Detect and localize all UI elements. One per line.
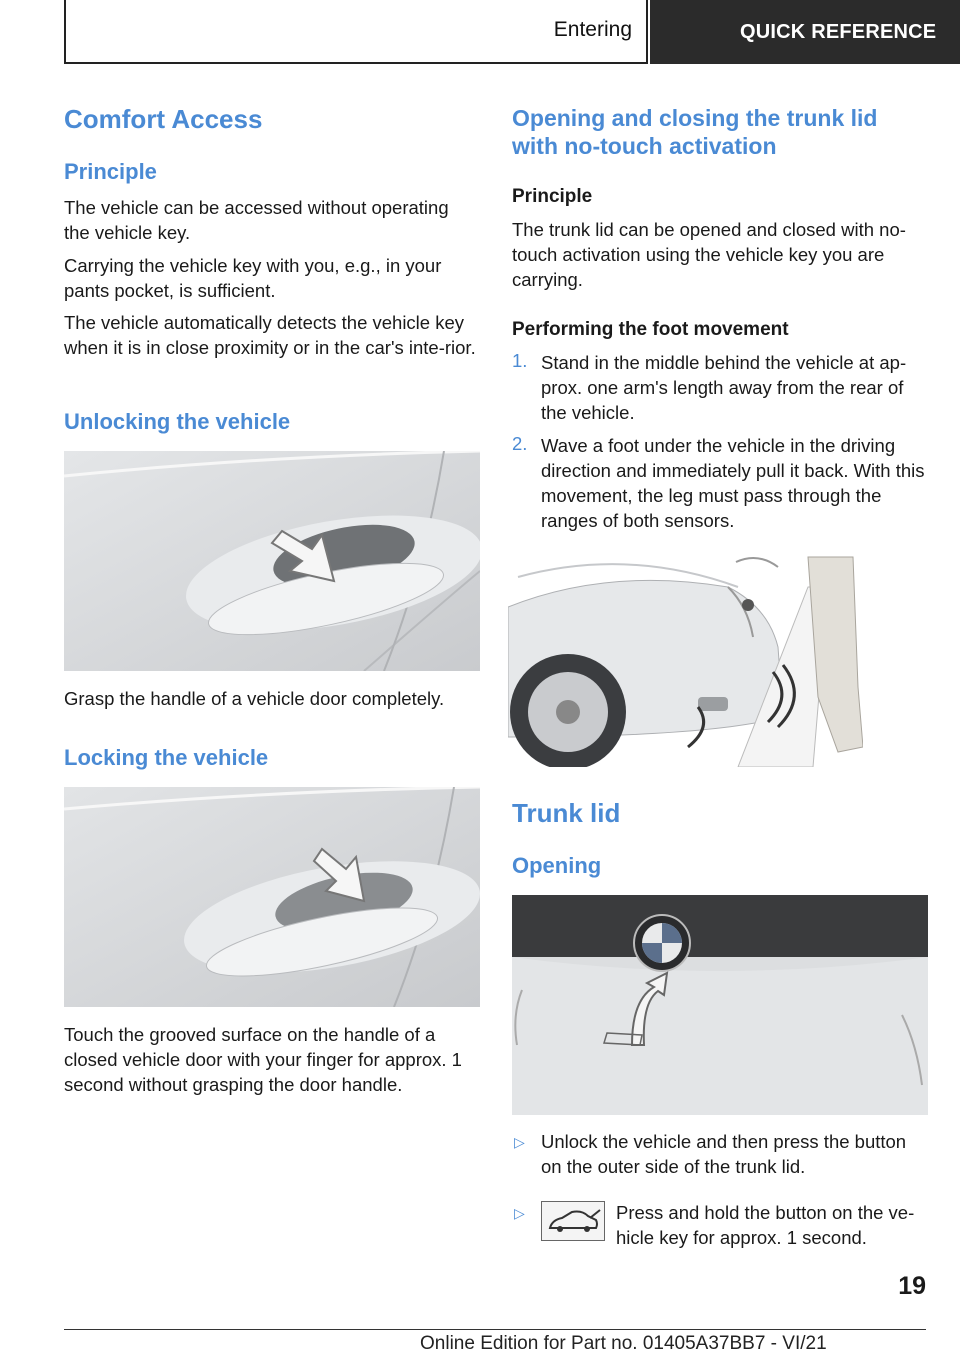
lock-caption: Touch the grooved surface on the handle of a closed vehicle door with your finger for approx. 1 second without grasping the door handle. [64,1024,462,1095]
principle-paragraph-3: The vehicle automatically detects the vehicle key when it is in close proximity or in the car's inte‐rior. [64,312,476,358]
step-text: Wave a foot under the vehicle in the driving direction and immediately pull it back. With this movement, the leg must pass through the ranges of both sensors. [541,435,925,531]
trunk-lid-title: Trunk lid [512,798,621,828]
unlock-caption: Grasp the handle of a vehicle door completely. [64,688,445,709]
foot-movement-image [508,547,863,767]
step-number: 2. [512,433,528,454]
header-quick-reference-tab[interactable]: QUICK REFERENCE [650,0,960,64]
header-section-box [64,0,648,64]
trunk-button-image [512,895,928,1115]
bullet-text: Unlock the vehicle and then press the button on the outer side of the trunk lid. [541,1131,907,1177]
bullet-marker: ▷ [514,1205,525,1221]
car-trunk-key-icon [541,1201,605,1241]
comfort-access-title: Comfort Access [64,104,263,134]
unlocking-heading: Unlocking the vehicle [64,409,291,434]
principle-paragraph-2: Carrying the vehicle key with you, e.g., in your pants pocket, is sufficient. [64,255,442,301]
header-section-label: Entering [553,18,632,41]
unlock-door-handle-image [64,451,480,671]
principle-paragraph-1: The vehicle can be accessed without operating the vehicle key. [64,197,449,243]
no-touch-title: Opening and closing the trunk lid with no-touch activation [512,105,878,159]
bullet-marker: ▷ [514,1134,525,1150]
step-text: Stand in the middle behind the vehicle at ap‐prox. one arm's length away from the rear of the vehicle. [541,352,907,423]
footer-edition-text: Online Edition for Part no. 01405A37BB7 - VI/21 [420,1333,827,1354]
step-number: 1. [512,350,528,371]
lock-door-handle-image [64,787,480,1007]
locking-heading: Locking the vehicle [64,745,269,770]
principle-heading: Principle [64,159,157,184]
bullet-text: Press and hold the button on the ve‐hicle key for approx. 1 second. [616,1202,915,1248]
opening-heading: Opening [512,853,602,878]
right-principle-text: The trunk lid can be opened and closed with no-touch activation using the vehicle key you are carrying. [512,219,906,290]
footer-divider [64,1329,926,1330]
foot-movement-heading: Performing the foot movement [512,319,789,340]
page-number: 19 [898,1272,926,1300]
right-principle-heading: Principle [512,186,593,207]
